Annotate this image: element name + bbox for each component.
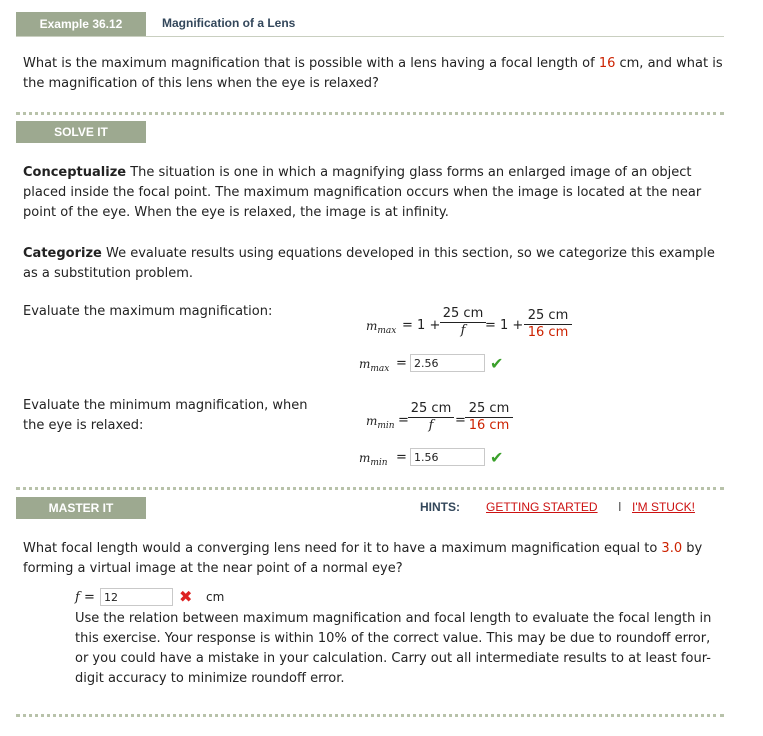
categorize-paragraph: Categorize We evaluate results using equations developed in this section, so we categorize this example as a substitution problem. — [23, 246, 715, 281]
hint-im-stuck-link[interactable]: I'M STUCK! — [632, 500, 695, 514]
fraction-25cm-over-f: $\frac{25 cm}{f}$ — [440, 306, 486, 338]
solve-it-tab: SOLVE IT — [16, 121, 146, 143]
focal-length-value: 16 — [598, 56, 616, 71]
master-it-tab: MASTER IT — [16, 497, 146, 519]
fraction-25cm-over-16cm-min: $\frac{25 cm}{16 cm}$ — [465, 401, 513, 433]
f-symbol: f = — [75, 590, 95, 605]
mmax-answer-field[interactable]: 2.56 — [410, 354, 485, 372]
mmin-equals: = — [398, 413, 409, 428]
mmin-equals-2: = — [455, 413, 466, 428]
mmax-symbol: $m_{max}$ — [366, 319, 397, 336]
equation-equals-one-plus: = 1 + — [485, 318, 524, 333]
mmin-answer-symbol: $m_{min}$ — [359, 451, 388, 468]
feedback-message: Use the relation between maximum magnification and focal length to evaluate the focal length in this exercise. Your response is within 10% of the correct value. This may be due to roundoff error, or you could have a mistake in your calculation. Carry out all intermediate results to at least four-digit accuracy to minimize roundoff error. — [75, 611, 712, 686]
mmin-answer-field[interactable]: 1.56 — [410, 448, 485, 466]
hint-getting-started-link[interactable]: GETTING STARTED — [486, 500, 598, 514]
section-divider — [16, 714, 724, 717]
magnification-value: 3.0 — [661, 541, 683, 556]
mmax-equals: = — [396, 356, 407, 371]
focal-length-answer-field[interactable]: 12 — [100, 588, 173, 606]
mmin-symbol: $m_{min}$ — [366, 414, 395, 431]
incorrect-x-icon: ✖ — [179, 587, 193, 606]
fraction-25cm-over-16cm: $\frac{25 cm}{16 cm}$ — [524, 308, 572, 340]
equation-one-plus: = 1 + — [402, 318, 441, 333]
unit-cm: cm — [206, 590, 225, 604]
fraction-25cm-over-f-min: $\frac{25 cm}{f}$ — [408, 401, 454, 433]
step2-label: Evaluate the minimum magnification, when the eye is relaxed: — [23, 398, 308, 433]
section-divider — [16, 487, 724, 490]
hints-label: HINTS: — [420, 500, 460, 514]
mmin-answer-equals: = — [396, 450, 407, 465]
step1-label: Evaluate the maximum magnification: — [23, 304, 273, 319]
header-divider — [16, 36, 724, 37]
correct-check-icon: ✔ — [490, 354, 504, 373]
mmax-answer-symbol: $m_{max}$ — [359, 357, 390, 374]
master-question: What focal length would a converging lens need for it to have a maximum magnification equal to 3.0 by forming a virtual image at the near point of a normal eye? — [23, 541, 703, 576]
problem-text: What is the maximum magnification that is possible with a lens having a focal length of 16 cm, and what is the magnification of this lens when the eye is relaxed? — [23, 56, 723, 91]
correct-check-icon: ✔ — [490, 448, 504, 467]
section-divider — [16, 112, 724, 115]
example-tab: Example 36.12 — [16, 12, 146, 36]
example-title: Magnification of a Lens — [162, 16, 296, 30]
hint-separator: I — [618, 500, 622, 514]
conceptualize-paragraph: Conceptualize The situation is one in which a magnifying glass forms an enlarged image of an object placed inside the focal point. The maximum magnification occurs when the image is located at the near point of the eye. When the eye is relaxed, the image is at infinity. — [23, 165, 702, 220]
